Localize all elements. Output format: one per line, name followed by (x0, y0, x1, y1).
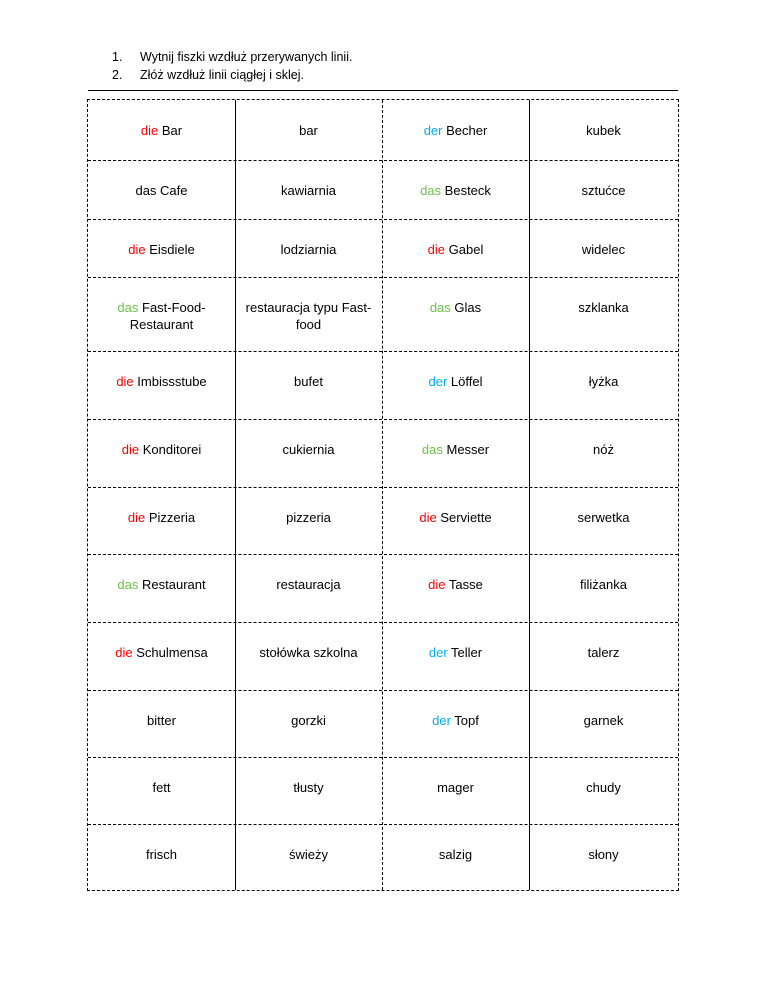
term-text: Gabel (448, 242, 484, 257)
german-term-cell (382, 644, 529, 661)
cut-line-vertical (382, 100, 383, 890)
german-term-cell (382, 779, 529, 796)
article-die: die (128, 242, 146, 257)
term-text: frisch (145, 847, 178, 862)
article-die: die (116, 374, 134, 389)
term-text: Messer (446, 442, 490, 457)
instruction-text: Złóż wzdłuż linii ciągłej i sklej. (140, 68, 304, 82)
term-text: cukiernia (282, 442, 335, 457)
german-term-cell (88, 509, 235, 526)
instruction-text: Wytnij fiszki wzdłuż przerywanych linii. (140, 50, 353, 64)
term-text: Bar (161, 123, 183, 138)
flashcard-sheet (87, 99, 679, 891)
polish-translation-cell (235, 576, 382, 593)
cut-line-horizontal (88, 419, 678, 420)
cut-line-horizontal (88, 824, 678, 825)
term-text: nóż (593, 442, 614, 457)
article-das: das (421, 442, 443, 457)
cut-line-horizontal (88, 487, 678, 488)
term-text: szklanka (578, 300, 629, 315)
article-die: die (115, 645, 133, 660)
term-text: chudy (586, 780, 621, 795)
article-die: die (427, 242, 446, 257)
german-term-cell (88, 373, 235, 390)
german-term-cell (88, 644, 235, 661)
polish-translation-cell (529, 576, 678, 593)
polish-translation-cell (235, 846, 382, 863)
term-text: Schulmensa (136, 645, 208, 660)
term-text: sztućce (581, 183, 626, 198)
polish-translation-cell (235, 779, 382, 796)
term-text: bitter (147, 713, 176, 728)
polish-translation-cell (529, 644, 678, 661)
german-term-cell (88, 441, 235, 458)
cut-line-horizontal (88, 622, 678, 623)
term-text: Tasse (448, 577, 483, 592)
polish-translation-cell (235, 299, 382, 333)
article-der: der (423, 123, 443, 138)
article-das: das (117, 300, 139, 315)
term-text: garnek (583, 713, 624, 728)
term-text: Fast-Food-Restaurant (129, 300, 206, 332)
german-term-cell (88, 846, 235, 863)
polish-translation-cell (529, 441, 678, 458)
german-term-cell (382, 373, 529, 390)
german-term-cell (88, 576, 235, 593)
german-term-cell (382, 712, 529, 729)
term-text: Imbissstube (137, 374, 207, 389)
article-das: das (117, 577, 139, 592)
article-das: das (429, 300, 451, 315)
polish-translation-cell (529, 241, 678, 258)
term-text: słony (588, 847, 619, 862)
term-text: Pizzeria (148, 510, 196, 525)
term-text: kubek (586, 123, 621, 138)
german-term-cell (382, 182, 529, 199)
german-term-cell (88, 299, 235, 333)
cut-line-horizontal (88, 757, 678, 758)
term-text: Löffel (450, 374, 483, 389)
term-text: fett (152, 780, 171, 795)
term-text: Becher (446, 123, 488, 138)
term-text: Glas (454, 300, 482, 315)
term-text: Besteck (444, 183, 491, 198)
article-die: die (419, 510, 437, 525)
term-text: Serviette (440, 510, 492, 525)
term-text: łyżka (588, 374, 619, 389)
polish-translation-cell (529, 299, 678, 316)
cut-line-horizontal (88, 277, 678, 278)
instruction-item (112, 66, 352, 84)
term-text: pizzeria (286, 510, 331, 525)
article-die: die (127, 510, 146, 525)
polish-translation-cell (529, 712, 678, 729)
instruction-item (112, 48, 352, 66)
polish-translation-cell (235, 441, 382, 458)
german-term-cell (382, 122, 529, 139)
polish-translation-cell (529, 373, 678, 390)
article-die: die (428, 577, 446, 592)
fold-line (529, 100, 530, 890)
term-text: Topf (454, 713, 479, 728)
term-text: Restaurant (142, 577, 206, 592)
term-text: stołówka szkolna (259, 645, 358, 660)
term-text: Konditorei (142, 442, 202, 457)
term-text: bar (299, 123, 318, 138)
german-term-cell (88, 182, 235, 199)
fold-line (235, 100, 236, 890)
german-term-cell (382, 576, 529, 593)
cut-line-horizontal (88, 554, 678, 555)
polish-translation-cell (235, 644, 382, 661)
instructions-list (112, 48, 352, 84)
article-die: die (121, 442, 140, 457)
article-die: die (140, 123, 159, 138)
polish-translation-cell (235, 122, 382, 139)
term-text: restauracja (276, 577, 341, 592)
term-text: serwetka (577, 510, 630, 525)
german-term-cell (88, 122, 235, 139)
term-text: mager (437, 780, 474, 795)
german-term-cell (382, 299, 529, 316)
cut-line-horizontal (88, 351, 678, 352)
polish-translation-cell (235, 373, 382, 390)
term-text: kawiarnia (281, 183, 336, 198)
term-text: gorzki (291, 713, 326, 728)
cut-line-horizontal (88, 160, 678, 161)
term-text: lodziarnia (280, 242, 337, 257)
german-term-cell (88, 241, 235, 258)
article-der: der (428, 645, 448, 660)
term-text: salzig (438, 847, 473, 862)
polish-translation-cell (529, 182, 678, 199)
polish-translation-cell (529, 846, 678, 863)
header-rule (88, 90, 678, 91)
polish-translation-cell (529, 122, 678, 139)
german-term-cell (88, 779, 235, 796)
term-text: Eisdiele (149, 242, 195, 257)
term-text: Teller (451, 645, 483, 660)
instruction-number: 1. (112, 50, 123, 64)
article-der: der (432, 713, 451, 728)
cut-line-horizontal (88, 219, 678, 220)
polish-translation-cell (235, 509, 382, 526)
term-text: bufet (294, 374, 323, 389)
polish-translation-cell (235, 182, 382, 199)
polish-translation-cell (235, 712, 382, 729)
term-text: talerz (587, 645, 620, 660)
instruction-number: 2. (112, 68, 123, 82)
german-term-cell (382, 241, 529, 258)
german-term-cell (88, 712, 235, 729)
term-text: tłusty (293, 780, 324, 795)
term-text: filiżanka (580, 577, 627, 592)
article-der: der (428, 374, 448, 389)
term-text: das Cafe (135, 183, 188, 198)
polish-translation-cell (235, 241, 382, 258)
term-text: świeży (288, 847, 328, 862)
german-term-cell (382, 846, 529, 863)
term-text: widelec (581, 242, 626, 257)
article-das: das (420, 183, 442, 198)
term-text: restauracja typu Fast-food (245, 300, 372, 332)
german-term-cell (382, 441, 529, 458)
german-term-cell (382, 509, 529, 526)
polish-translation-cell (529, 509, 678, 526)
polish-translation-cell (529, 779, 678, 796)
cut-line-horizontal (88, 690, 678, 691)
